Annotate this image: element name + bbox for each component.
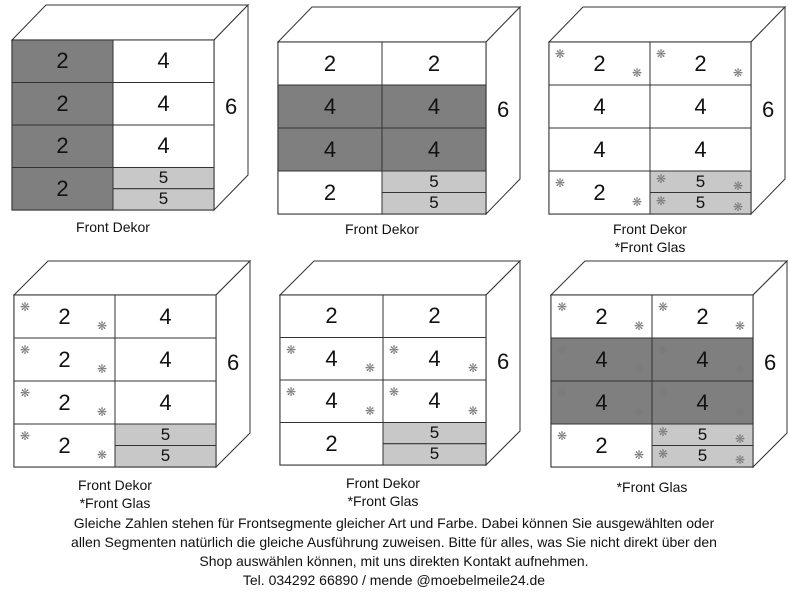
height-label: 6 [225,93,238,119]
segment-number: 2 [56,90,69,116]
segment-number: 5 [429,171,439,191]
segment-number: 4 [159,389,172,415]
glass-texture-icon: ❋ [634,362,645,376]
segment-number: 2 [593,50,606,76]
segment-number: 2 [56,48,69,74]
segment-number: 2 [694,50,707,76]
glass-texture-icon: ❋ [20,429,31,443]
glass-texture-icon: ❋ [365,403,376,418]
segment-number: 5 [429,423,440,443]
segment-number: 4 [159,346,172,372]
glass-texture-icon: ❋ [557,386,568,400]
design-caption: Front Dekor [78,477,152,493]
glass-texture-icon: ❋ [20,300,31,314]
height-label: 6 [227,350,240,375]
cabinet-top [551,261,787,295]
glass-texture-icon: ❋ [555,47,566,61]
glass-texture-icon: ❋ [733,178,744,193]
height-label: 6 [762,96,775,122]
height-label: 6 [497,96,510,122]
segment-number: 2 [593,179,606,205]
glass-texture-icon: ❋ [557,343,568,357]
glass-texture-icon: ❋ [97,448,108,462]
segment-number: 5 [158,189,169,209]
segment-number: 4 [159,303,172,329]
segment-number: 4 [696,389,709,415]
glass-texture-icon: ❋ [658,300,669,314]
segment-number: 4 [323,136,337,162]
glass-texture-icon: ❋ [656,193,667,208]
design-caption: *Front Glas [347,493,419,509]
footer-contact: Tel. 034292 66890 / mende @moebelmeile24.de [242,572,546,588]
segment-number: 4 [694,136,707,162]
segment-number: 4 [157,90,170,116]
design-caption: Front Dekor [346,475,420,491]
glass-texture-icon: ❋ [735,362,746,376]
glass-texture-icon: ❋ [20,386,31,400]
segment-number: 4 [157,48,170,74]
segment-number: 4 [694,93,707,119]
glass-texture-icon: ❋ [468,403,479,418]
glass-texture-icon: ❋ [286,385,297,399]
glass-texture-icon: ❋ [658,446,669,461]
glass-texture-icon: ❋ [20,343,31,357]
design-caption: *Front Glas [616,479,688,495]
segment-number: 2 [58,389,71,415]
segment-number: 5 [160,446,171,466]
segment-number: 2 [58,432,71,458]
glass-texture-icon: ❋ [97,362,108,376]
footer-line: Shop auswählen können, mit uns direkten Kontakt aufnehmen. [199,553,589,569]
segment-number: 5 [695,171,706,191]
glass-texture-icon: ❋ [735,431,746,446]
glass-texture-icon: ❋ [658,386,669,400]
design-caption: Front Dekor [345,221,419,237]
glass-texture-icon: ❋ [733,66,744,80]
segment-number: 2 [323,50,337,76]
height-label: 6 [497,349,510,374]
glass-texture-icon: ❋ [632,195,643,209]
segment-number: 5 [429,444,440,464]
segment-number: 2 [58,346,71,372]
glass-texture-icon: ❋ [658,425,669,439]
glass-texture-icon: ❋ [389,385,400,399]
glass-texture-icon: ❋ [634,448,645,462]
segment-number: 4 [593,93,606,119]
footer-note [0,514,788,590]
segment-number: 4 [427,136,441,162]
segment-number: 2 [595,432,608,458]
design-caption: Front Dekor [76,219,150,235]
glass-texture-icon: ❋ [557,429,568,443]
segment-number: 4 [428,345,441,371]
glass-texture-icon: ❋ [555,176,566,190]
glass-texture-icon: ❋ [468,361,479,375]
glass-texture-icon: ❋ [658,343,669,357]
segment-number: 2 [58,303,71,329]
glass-texture-icon: ❋ [632,66,643,80]
glass-texture-icon: ❋ [286,342,297,357]
segment-number: 2 [428,303,441,329]
segment-number: 5 [160,424,171,444]
design-caption: *Front Glas [79,495,151,511]
segment-number: 2 [696,303,709,329]
glass-texture-icon: ❋ [735,453,746,467]
segment-number: 4 [427,93,441,119]
glass-texture-icon: ❋ [97,319,108,333]
segment-number: 5 [695,193,706,213]
design-caption: Front Dekor [613,221,687,237]
glass-texture-icon: ❋ [634,319,645,333]
segment-number: 4 [157,133,170,159]
segment-number: 4 [325,388,338,414]
segment-number: 2 [325,303,338,329]
segment-number: 4 [696,346,709,372]
height-label: 6 [764,350,777,375]
segment-number: 5 [697,446,708,466]
segment-number: 5 [429,193,439,213]
segment-number: 5 [697,424,708,444]
segment-number: 2 [323,179,337,205]
glass-texture-icon: ❋ [389,342,400,357]
segment-number: 5 [158,168,169,188]
segment-number: 4 [593,136,606,162]
segment-number: 4 [428,388,441,414]
glass-texture-icon: ❋ [656,172,667,186]
segment-number: 2 [325,430,338,456]
glass-texture-icon: ❋ [634,405,645,419]
glass-texture-icon: ❋ [97,405,108,419]
segment-number: 2 [56,175,69,201]
footer-line: allen Segmenten natürlich die gleiche Ausführung zuweisen. Bitte für alles, was Sie nicht direkt über den [71,534,717,550]
segment-number: 2 [427,50,441,76]
segment-number: 4 [323,93,337,119]
glass-texture-icon: ❋ [365,361,376,375]
segment-number: 2 [595,303,608,329]
glass-texture-icon: ❋ [656,47,667,61]
glass-texture-icon: ❋ [733,200,744,214]
glass-texture-icon: ❋ [735,405,746,419]
segment-number: 4 [595,346,608,372]
footer-line: Gleiche Zahlen stehen für Frontsegmente gleicher Art und Farbe. Dabei können Sie ausgewählten oder [73,515,715,531]
segment-number: 4 [325,345,338,371]
segment-number: 4 [595,389,608,415]
segment-number: 2 [56,133,69,159]
glass-texture-icon: ❋ [557,300,568,314]
glass-texture-icon: ❋ [735,319,746,333]
design-caption: *Front Glas [614,239,686,255]
